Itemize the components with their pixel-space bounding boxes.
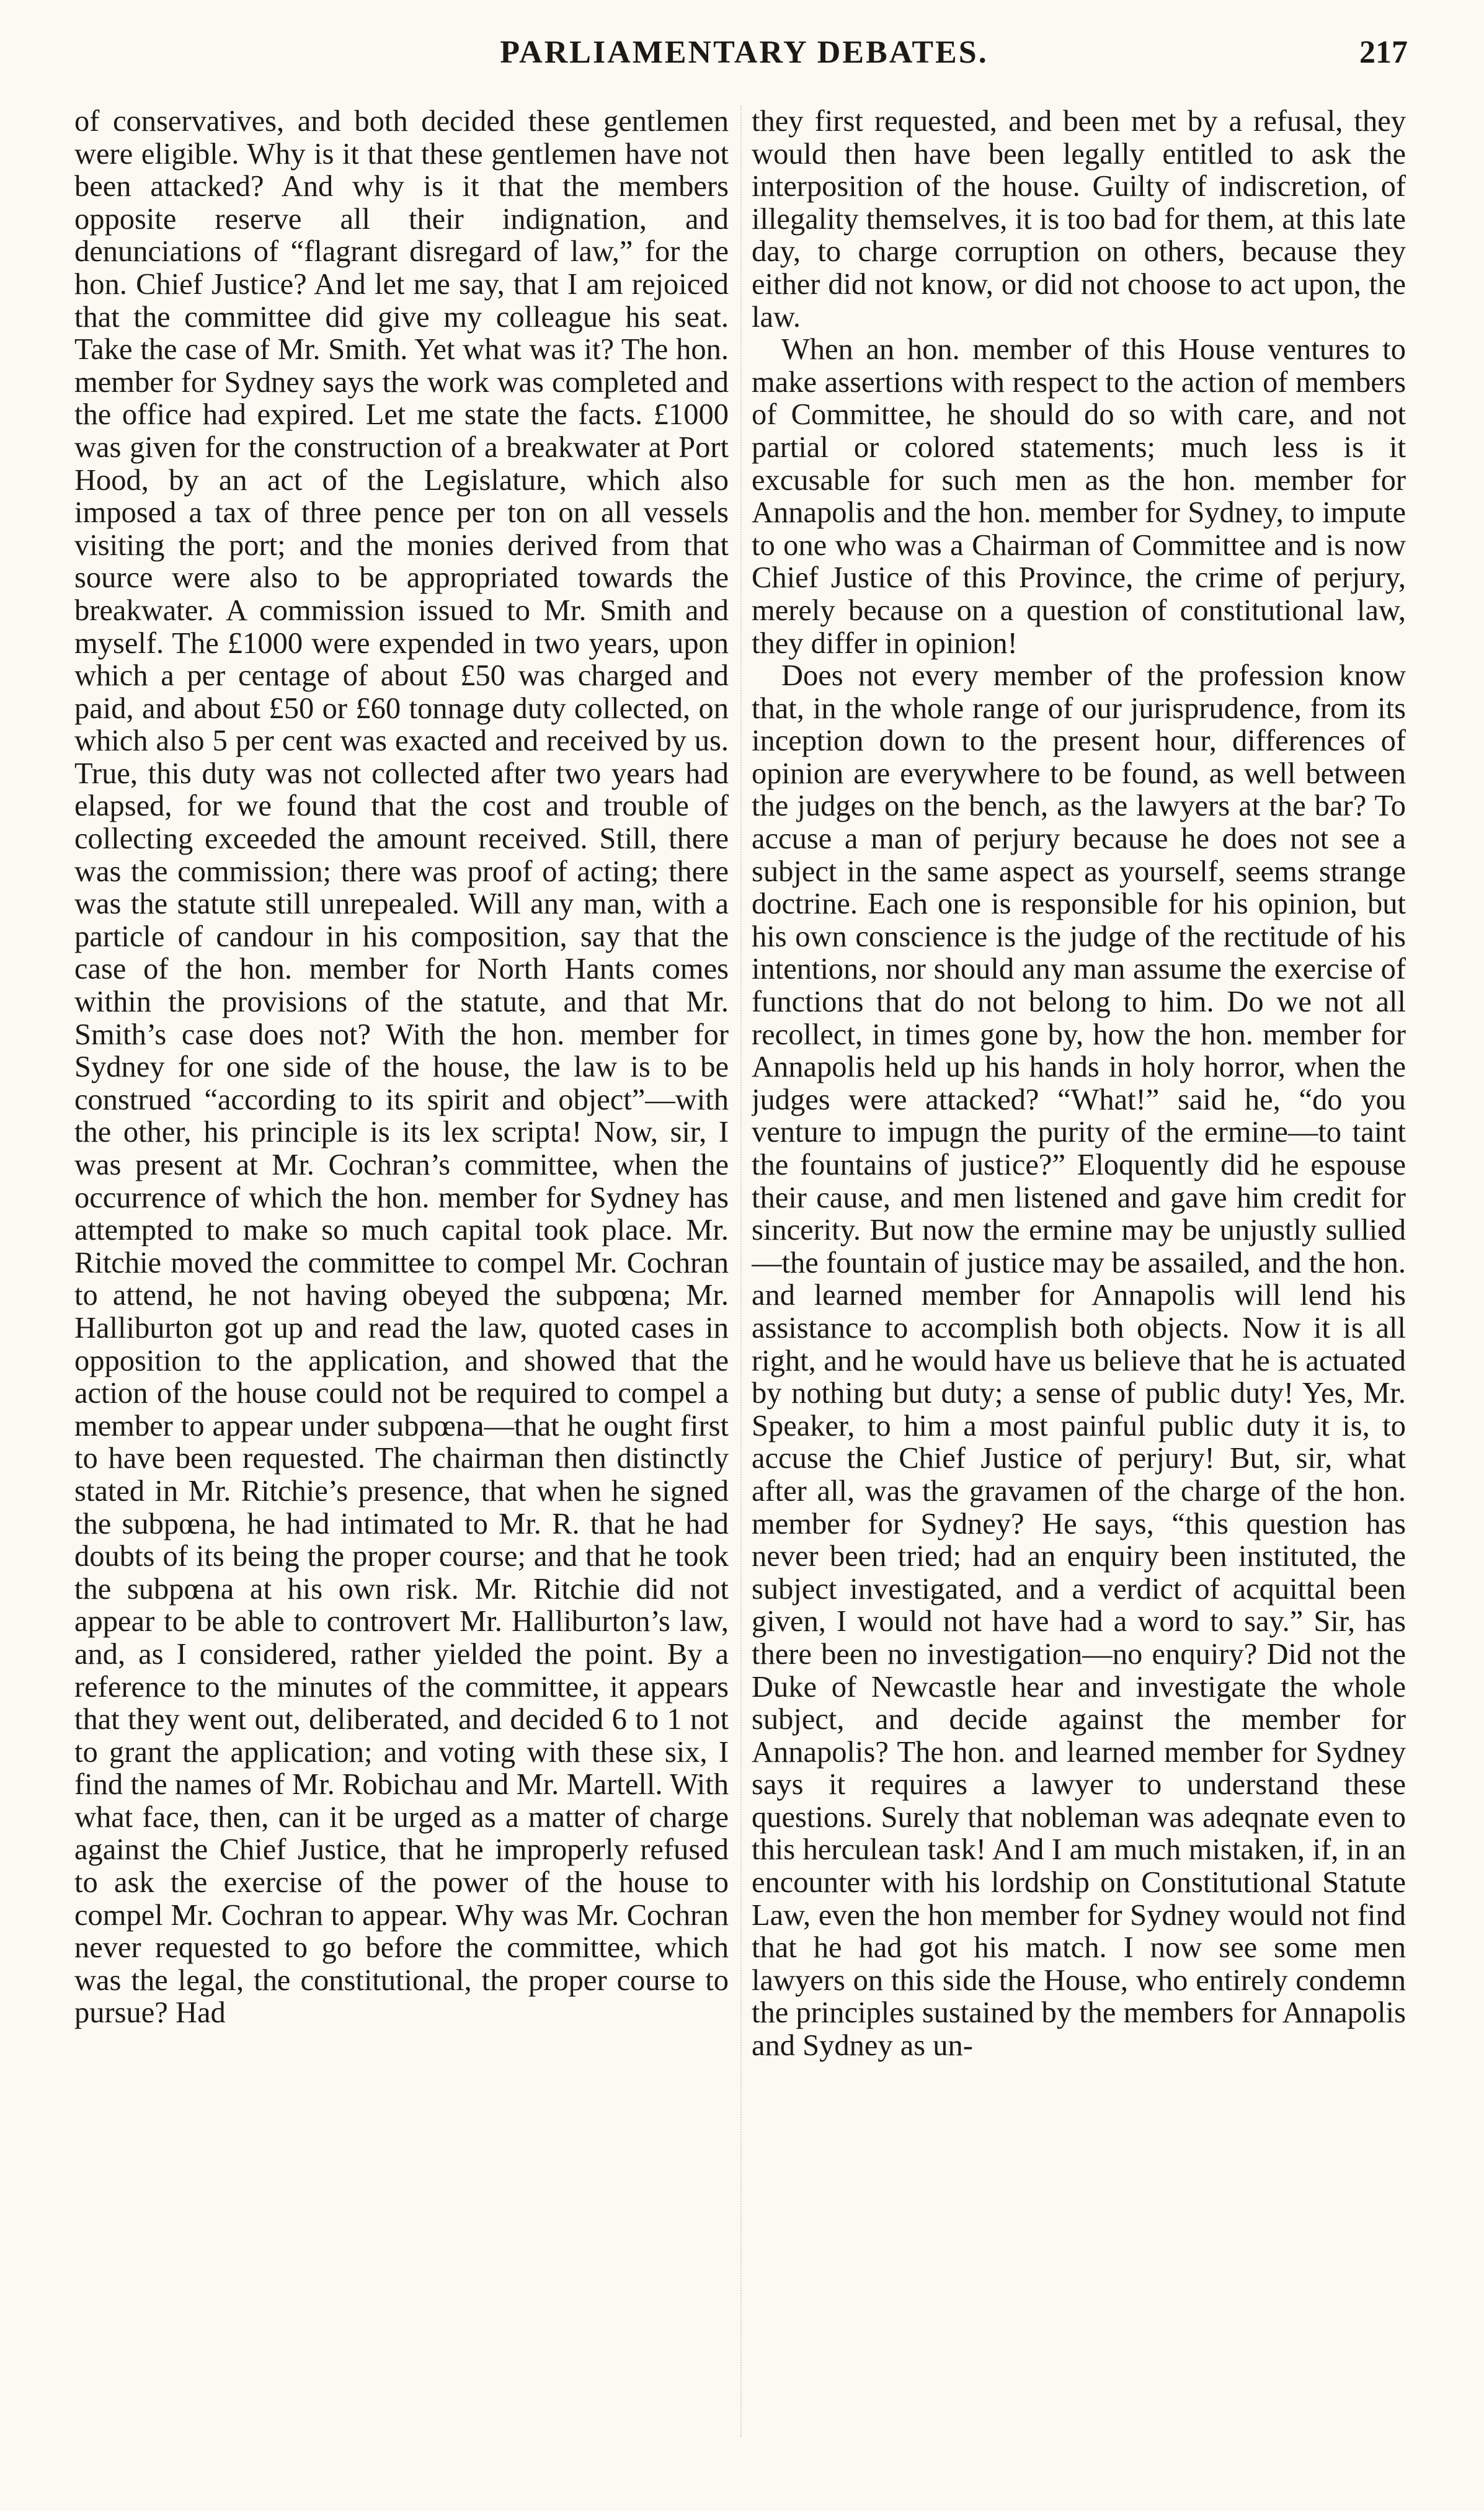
page-number: 217 xyxy=(1359,35,1408,70)
left-column xyxy=(74,105,729,2481)
page-header xyxy=(74,34,1414,78)
right-column xyxy=(752,105,1406,2481)
right-paragraph-3: Does not every member of the profession know that, in the whole range of our jurisprudence, from its inception down to the present hour, differences of opinion are everywhere to be found, as well between the judges on the bench, as the lawyers at the bar? To accuse a man of perjury because he does not see a subject in the same aspect as yourself, seems strange doctrine. Each one is responsible for his opinion, but his own conscience is the judge of the rectitude of his intentions, nor should any man assume the exercise of functions that do not belong to him. Do we not all recollect, in times gone by, how the hon. member for Annapolis held up his hands in holy horror, when the judges were attacked? “What!” said he, “do you venture to impugn the purity of the ermine—to taint the fountains of justice?” Eloquently did he espouse their cause, and men listened and gave him credit for sincerity. But now the ermine may be unjustly sullied—the fountain of justice may be assailed, and the hon. and learned member for Annapolis will lend his assistance to accomplish both objects. Now it is all right, and he would have us believe that he is actuated by nothing but duty; a sense of public duty! Yes, Mr. Speaker, to him a most painful public duty it is, to accuse the Chief Justice of perjury! But, sir, what after all, was the gravamen of the charge of the hon. member for Sydney? He says, “this question has never been tried; had an enquiry been instituted, the subject investigated, and a verdict of acquittal been given, I would not have had a word to say.” Sir, has there been no investigation—no enquiry? Did not the Duke of Newcastle hear and investigate the whole subject, and decide against the member for Annapolis? The hon. and learned member for Sydney says it requires a lawyer to understand these questions. Surely that nobleman was adeqnate even to this herculean task! And I am much mistaken, if, in an encounter with his lordship on Constitutional Statute Law, even the hon member for Sydney would not find that he had got his match. I now see some men lawyers on this side the House, who entirely condemn the principles sustained by the members for Annapolis and Sydney as un- xyxy=(752,659,1406,2063)
column-gutter xyxy=(740,105,742,2437)
right-paragraph-1: they first requested, and been met by a refusal, they would then have been legally entitled to ask the interposition of the house. Guilty of indiscretion, of illegality themselves, it is too bad for them, at this late day, to charge corruption on others, because they either did not know, or did not choose to act upon, the law. xyxy=(752,105,1406,334)
running-title: PARLIAMENTARY DEBATES. xyxy=(500,35,989,70)
right-paragraph-2: When an hon. member of this House ventures to make assertions with respect to the action of members of Committee, he should do so with care, and not partial or colored statements; much less is it excusable for such men as the hon. member for Annapolis and the hon. member for Sydney, to impute to one who was a Chairman of Committee and is now Chief Justice of this Province, the crime of perjury, merely because on a question of constitutional law, they differ in opinion! xyxy=(752,333,1406,660)
left-paragraph-1: of conservatives, and both decided these gentlemen were eligible. Why is it that these gentlemen have not been attacked? And why is it that the members opposite reserve all their indignation, and denunciations of “flagrant disregard of law,” for the hon. Chief Justice? And let me say, that I am rejoiced that the committee did give my colleague his seat. Take the case of Mr. Smith. Yet what was it? The hon. member for Sydney says the work was completed and the office had expired. Let me state the facts. £1000 was given for the construction of a breakwater at Port Hood, by an act of the Legislature, which also imposed a tax of three pence per ton on all vessels visiting the port; and the monies derived from that source were also to be appropriated towards the breakwater. A commission issued to Mr. Smith and myself. The £1000 were expended in two years, upon which a per centage of about £50 was charged and paid, and about £50 or £60 tonnage duty collected, on which also 5 per cent was exacted and received by us. True, this duty was not collected after two years had elapsed, for we found that the cost and trouble of collecting exceeded the amount received. Still, there was the commission; there was proof of acting; there was the statute still unrepealed. Will any man, with a particle of candour in his composition, say that the case of the hon. member for North Hants comes within the provisions of the statute, and that Mr. Smith’s case does not? With the hon. member for Sydney for one side of the house, the law is to be construed “according to its spirit and object”—with the other, his principle is its lex scripta! Now, sir, I was present at Mr. Cochran’s committee, when the occurrence of which the hon. member for Sydney has attempted to make so much capital took place. Mr. Ritchie moved the committee to compel Mr. Cochran to attend, he not having obeyed the subpœna; Mr. Halliburton got up and read the law, quoted cases in opposition to the application, and showed that the action of the house could not be required to compel a member to appear under subpœna—that he ought first to have been requested. The chairman then distinctly stated in Mr. Ritchie’s presence, that when he signed the subpœna, he had intimated to Mr. R. that he had doubts of its being the proper course; and that he took the subpœna at his own risk. Mr. Ritchie did not appear to be able to controvert Mr. Halliburton’s law, and, as I considered, rather yielded the point. By a reference to the minutes of the committee, it appears that they went out, deliberated, and decided 6 to 1 not to grant the application; and voting with these six, I find the names of Mr. Robichau and Mr. Martell. With what face, then, can it be urged as a matter of charge against the Chief Justice, that he improperly refused to ask the exercise of the power of the house to compel Mr. Cochran to appear. Why was Mr. Cochran never requested to go before the committee, which was the legal, the constitutional, the proper course to pursue? Had xyxy=(74,105,729,2030)
